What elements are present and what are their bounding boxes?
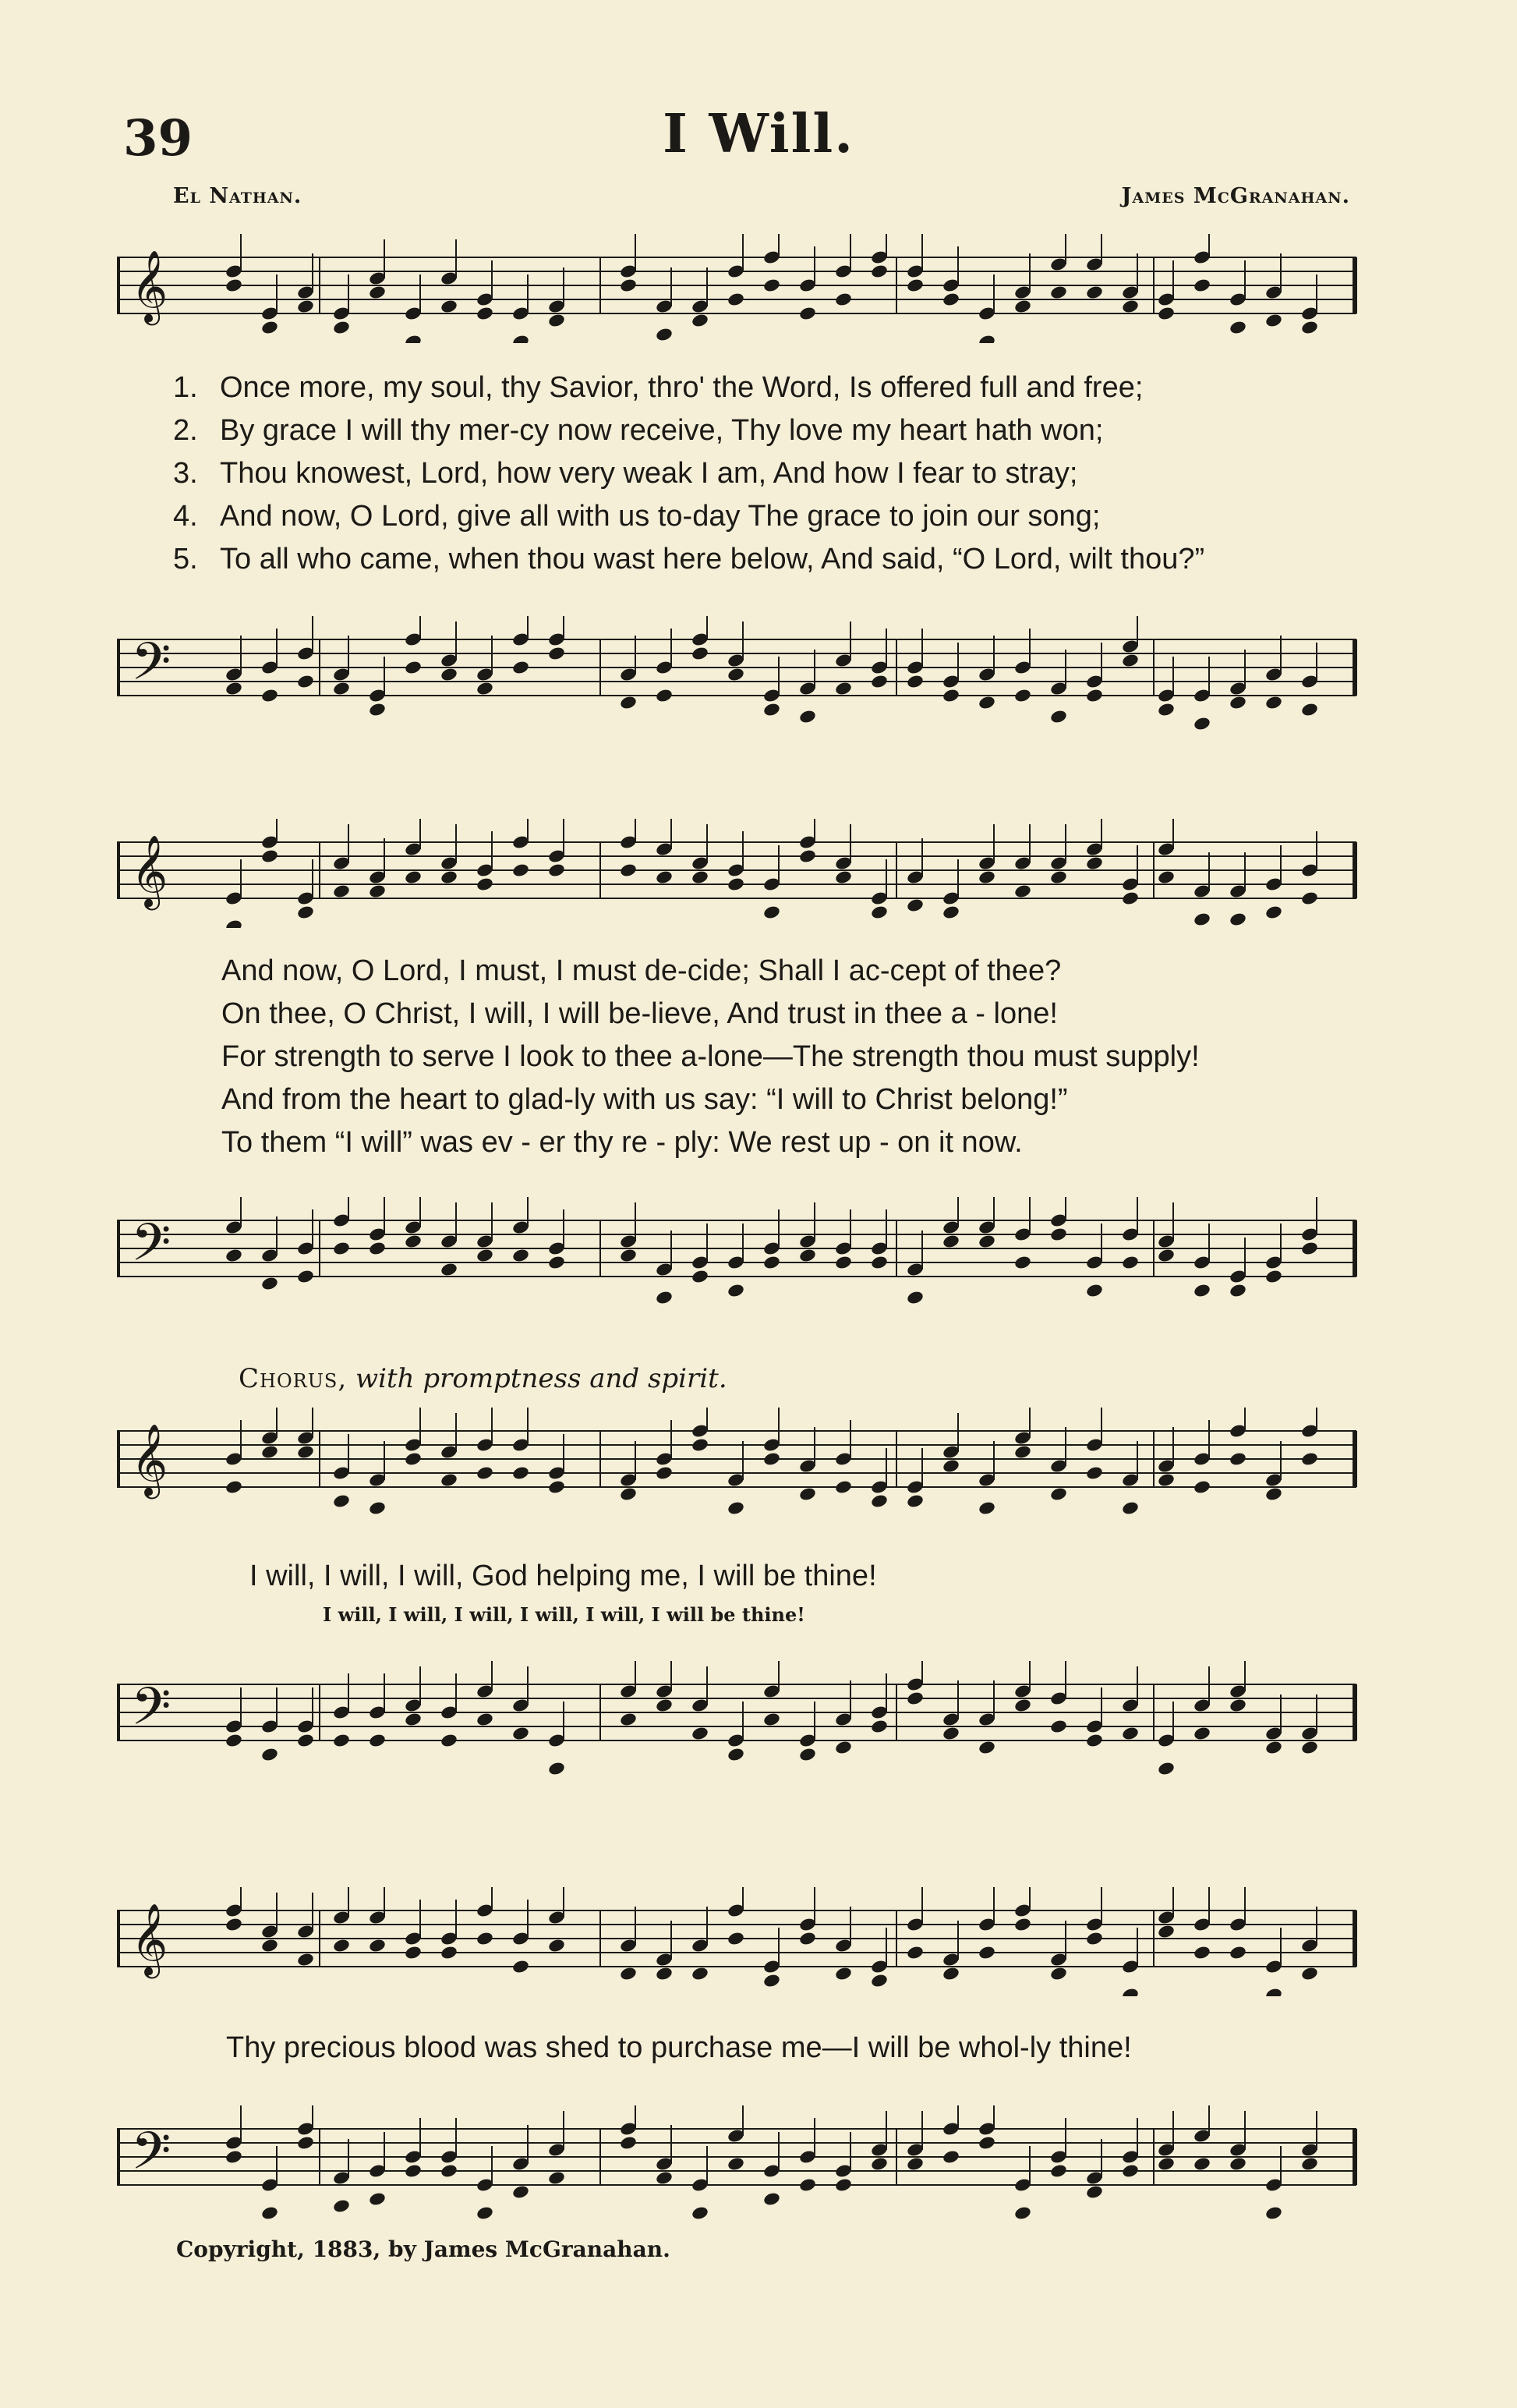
svg-text:𝄢: 𝄢 bbox=[131, 1213, 172, 1285]
verses-second-half bbox=[221, 950, 1200, 1164]
bass-staff-2 bbox=[117, 1197, 1364, 1322]
hymn-title: I Will. bbox=[663, 103, 854, 165]
verse-1-first: 1. Once more, my soul, thy Savior, thro' the Word, Is offered full and free; bbox=[173, 371, 1144, 404]
bass-staff-3 bbox=[117, 1661, 1364, 1786]
bass-staff-1 bbox=[117, 616, 1364, 741]
chorus-lyric-2: Thy precious blood was shed to purchase me—I will be whol-ly thine! bbox=[226, 2031, 1132, 2064]
svg-text:𝄢: 𝄢 bbox=[131, 2121, 172, 2194]
treble-staff-1 bbox=[117, 234, 1364, 343]
treble-staff-4 bbox=[117, 1887, 1364, 1996]
svg-text:𝄞: 𝄞 bbox=[131, 250, 168, 322]
verse-2-second: On thee, O Christ, I will, I will be-lieve, And trust in thee a - lone! bbox=[221, 997, 1058, 1030]
verse-3-second: For strength to serve I look to thee a-lone—The strength thou must supply! bbox=[221, 1040, 1200, 1073]
verse-3-first: 3. Thou knowest, Lord, how very weak I am, And how I fear to stray; bbox=[173, 457, 1078, 490]
verse-5-second: To them “I will” was ev - er thy re - ply: We rest up - on it now. bbox=[221, 1126, 1023, 1159]
chorus-lyric-1: I will, I will, I will, God helping me, I will be thine! bbox=[249, 1560, 877, 1592]
svg-text:𝄞: 𝄞 bbox=[131, 834, 168, 907]
svg-text:𝄞: 𝄞 bbox=[131, 1903, 168, 1975]
treble-staff-2 bbox=[117, 819, 1364, 928]
chorus-label: Chorus, with promptness and spirit. bbox=[239, 1363, 727, 1394]
bass-staff-4 bbox=[117, 2105, 1364, 2230]
svg-text:𝄢: 𝄢 bbox=[131, 632, 172, 704]
verse-4-second: And from the heart to glad-ly with us say: “I will to Christ belong!” bbox=[221, 1083, 1068, 1116]
chorus-small-lyric: I will, I will, I will, I will, I will, I will be thine! bbox=[323, 1603, 805, 1626]
composer-credit: James McGranahan. bbox=[1121, 184, 1350, 208]
svg-text:𝄞: 𝄞 bbox=[131, 1423, 168, 1496]
treble-staff-3 bbox=[117, 1408, 1364, 1517]
verses-first-half bbox=[173, 367, 1204, 581]
author-credit: El Nathan. bbox=[173, 184, 302, 208]
hymn-number: 39 bbox=[123, 109, 193, 168]
verse-5-first: 5. To all who came, when thou wast here below, And said, “O Lord, wilt thou?” bbox=[173, 543, 1205, 575]
verse-2-first: 2. By grace I will thy mer-cy now receive, Thy love my heart hath won; bbox=[173, 414, 1104, 447]
copyright-notice: Copyright, 1883, by James McGranahan. bbox=[176, 2236, 670, 2262]
svg-text:𝄢: 𝄢 bbox=[131, 1677, 172, 1749]
verse-4-first: 4. And now, O Lord, give all with us to-day The grace to join our song; bbox=[173, 500, 1101, 533]
verse-1-second: And now, O Lord, I must, I must de-cide; Shall I ac-cept of thee? bbox=[221, 954, 1062, 987]
